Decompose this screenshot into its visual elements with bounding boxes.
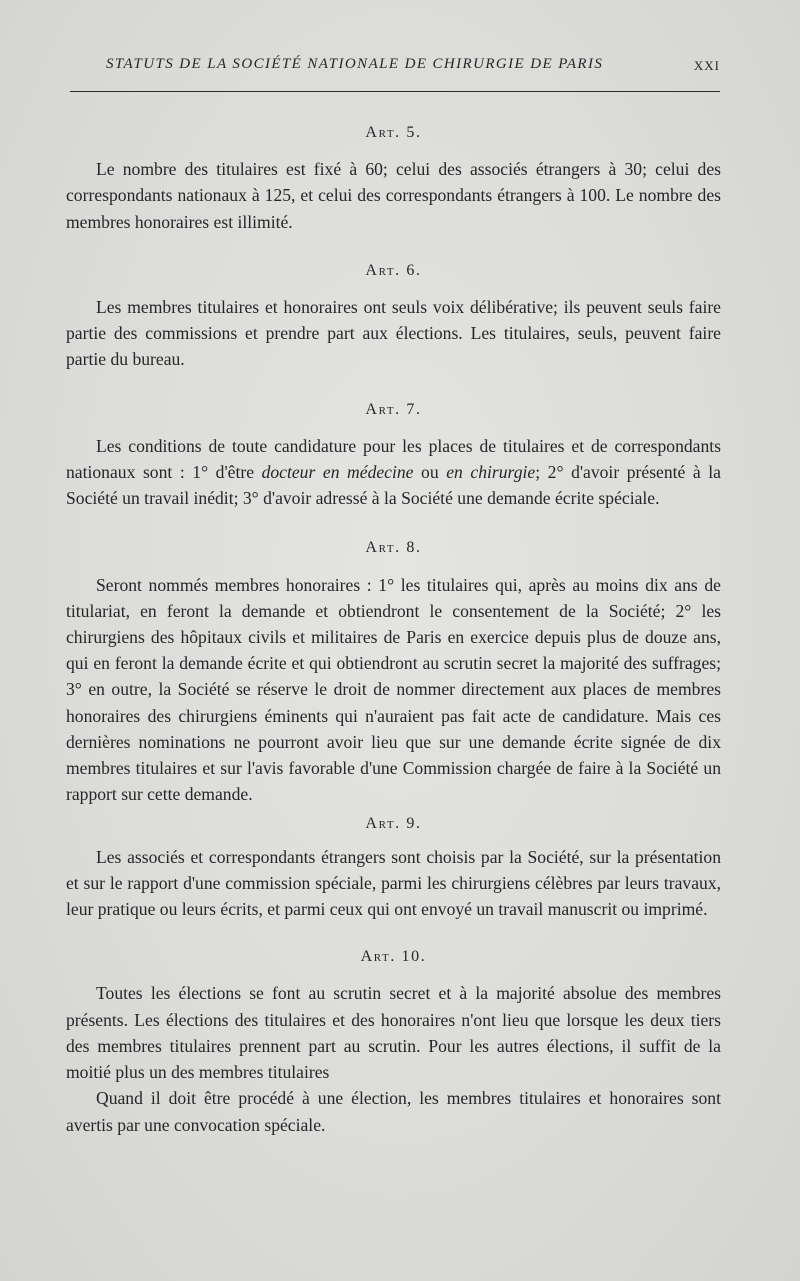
page-number: XXI (693, 58, 720, 73)
article-paragraph (66, 433, 721, 512)
italic-text: docteur en médecine (261, 462, 414, 483)
article-heading: Art. 9. (365, 815, 422, 833)
text-run: Les conditions de toute candidature pour les places de titulaires et de correspondants nationaux sont : 1° d'être (66, 435, 721, 483)
article-9 (66, 811, 721, 922)
text-run: ou (413, 462, 447, 483)
text-run: ; 2° d'avoir présenté à la Société un travail inédit; 3° d'avoir adressé à la Société une demande écrite spéciale. (66, 462, 721, 509)
article-paragraph: Quand il doit être procédé à une élection, les membres titulaires et honoraires sont avertis par une convocation spéciale. (66, 1088, 721, 1135)
running-title: STATUTS DE LA SOCIÉTÉ NATIONALE DE CHIRURGIE DE PARIS (106, 56, 604, 72)
article-paragraph: Les membres titulaires et honoraires ont seuls voix délibérative; ils peuvent seuls faire partie des commissions et prendre part aux élections. Les titulaires, seuls, peuvent faire partie du bureau. (66, 297, 721, 370)
italic-text: en chirurgie (446, 462, 536, 483)
article-paragraph: Les associés et correspondants étrangers sont choisis par la Société, sur la présentation et sur le rapport d'une commission spéciale, parmi les chirurgiens célèbres par leurs travaux, leur pratique ou leurs écrits, et parmi ceux qui ont envoyé un travail manuscrit ou imprimé. (66, 846, 721, 920)
article-heading: Art. 5. (365, 124, 422, 141)
article-paragraph: Toutes les élections se font au scrutin secret et à la majorité absolue des membres présents. Les élections des titulaires et des honoraires n'ont lieu que lorsque les deux tiers des membres titulaires prennent part au scrutin. Pour les autres élections, il suffit de la moitié plus un des membres titulaires (66, 983, 721, 1083)
article-6 (66, 258, 721, 373)
article-heading: Art. 8. (365, 539, 422, 557)
article-5 (66, 120, 721, 235)
article-8 (66, 535, 721, 807)
article-10 (66, 944, 721, 1137)
page-body (66, 120, 721, 1138)
article-paragraph: Le nombre des titulaires est fixé à 60; celui des associés étrangers à 30; celui des correspondants nationaux à 125, et celui des correspondants étrangers à 100. Le nombre des membres honoraires est illimité. (66, 159, 721, 232)
article-heading: Art. 6. (365, 261, 422, 279)
article-paragraph: Seront nommés membres honoraires : 1° les titulaires qui, après au moins dix ans de titulariat, en feront la demande et obtiendront le consentement de la Société; 2° les chirurgiens des hôpitaux civils et militaires de Paris en exercice depuis plus de douze ans, qui en feront la demande écrite et qui obtiendront au scrutin secret la majorité des suffrages; 3° en outre, la Société se réserve le droit de nommer directement aux places de membres honoraires des chirurgiens éminents qui n'auraient pas fait acte de candidature. Mais ces dernières nominations ne pourront avoir lieu que sur une demande écrite signée de dix membres titulaires et sur l'avis favorable d'une Commission chargée de faire à la Société un rapport sur cette demande. (66, 574, 721, 805)
article-heading: Art. 7. (365, 400, 422, 418)
article-7 (66, 397, 721, 512)
article-heading: Art. 10. (360, 948, 427, 966)
header-rule (70, 91, 720, 92)
